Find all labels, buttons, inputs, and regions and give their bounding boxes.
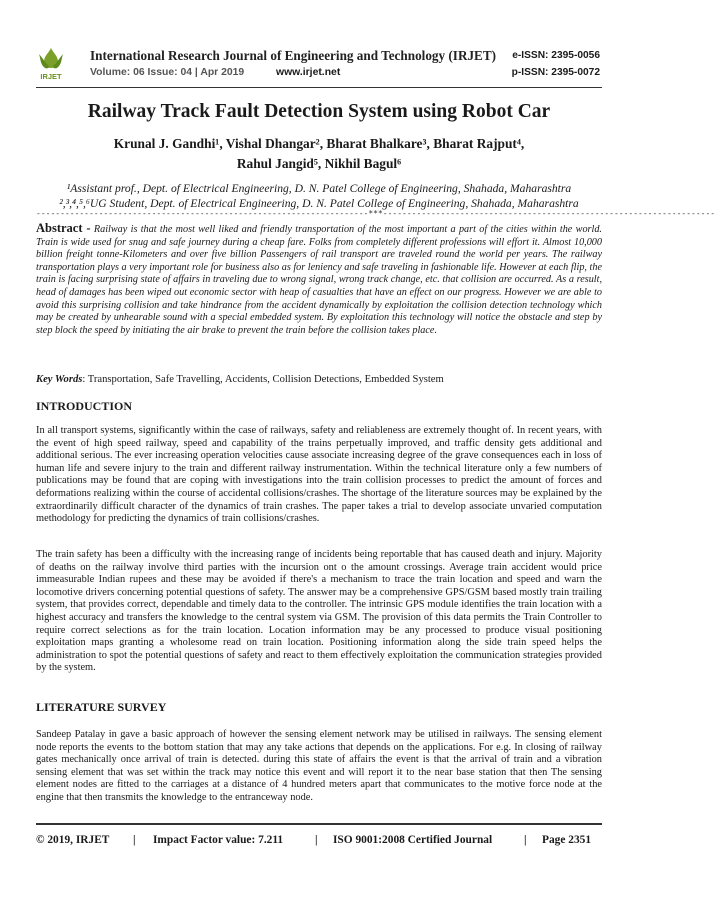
authors-line-2: Rahul Jangid⁵, Nikhil Bagul⁶ <box>236 156 402 171</box>
p-issn: p-ISSN: 2395-0072 <box>511 67 600 78</box>
e-issn: e-ISSN: 2395-0056 <box>512 50 600 61</box>
abstract-label: Abstract - <box>36 221 91 235</box>
keywords <box>36 374 602 385</box>
introduction-paragraph-1: In all transport systems, significantly within the case of railways, safety and reliableness are extremely thought of. In recent years, with the event of high speed railway, speed and capability of the trains perpetually improved, and traffic density gets additional and additional serious. The ever increasing operation velocities cause associate increasing degree of the grave consequences each in loss of human life and severe injury to the train and different railway instrumentation. Within the technical literature only a few numbers of publications may be found that are coping with investigations into the train collision processes to predict the amount of forces and deformations realizing within the course of accidental collisions/crashes. The shortage of the literature sources may be explained by the extraordinarily difficult character of the dynamics of train crashes. The paper takes a trial to develop associate unvaried computation methodology for predicting the dynamics of train collisions/crashes. <box>36 425 602 525</box>
keywords-label: Key Words <box>36 374 83 385</box>
footer-divider <box>36 823 602 825</box>
irjet-logo-icon <box>36 46 66 82</box>
footer-separator: | <box>524 834 527 846</box>
authors-line-1: Krunal J. Gandhi¹, Vishal Dhangar², Bharat Bhalkare³, Bharat Rajput⁴, <box>113 136 525 151</box>
affiliations <box>36 181 602 211</box>
footer-copyright: © 2019, IRJET <box>36 834 110 846</box>
footer-impact-factor: Impact Factor value: 7.211 <box>153 834 284 846</box>
literature-survey-paragraph: Sandeep Patalay in gave a basic approach of however the sensing element network may be utilised in railways. The sensing element node reports the events to the bottom station that may any take actions that depends on the applications. For e.g. In closing of railway gates mechanically once arrival of train is detected. during this state of affairs the event is that the arrival of train and a vibration sensing element that was set within the track may notice this event and will report it to the near base station that then The sensing element nodes are fitted to the carriages at a distance of 4 hundred meters apart that communicates to the motive force node at the engine that then transmits the knowledge to the entranceway node. <box>36 729 602 803</box>
introduction-heading: INTRODUCTION <box>36 399 133 413</box>
paper-title: Railway Track Fault Detection System using Robot Car <box>87 101 551 122</box>
affiliation-line-1: ¹Assistant prof., Dept. of Electrical Engineering, D. N. Patel College of Engineering, Shahada, Maharashtra <box>66 182 572 195</box>
abstract <box>36 222 602 337</box>
journal-title: International Research Journal of Engineering and Technology (IRJET) <box>90 48 497 63</box>
separator-line: ---------------------------------------------------------------------***--------------------------------------------------------------------- <box>36 209 715 218</box>
introduction-paragraph-2: The train safety has been a difficulty with the increasing range of incidents being reportable that has caused death and injury. Majority of deaths on the railway involve third parties with the incursion ont o the amount crossings. Average train accident would price immeasurable Indian rupees and these may be avoided if there's a mechanism to trace the train location and speed and warn the locomotive drivers concerning potential questions of safety. The answer may be a comprehensive GPS/GSM based mostly train trailing system, that provides correct, dependable and timely data to the controller. The intrinsic GPS module identifies the train location with a highest accuracy and transfers the knowledge to the central system via GSM. The provision of this data permits the Train Controller to require correct selections as for the train location. Location information may be any processed to produce visual positioning exploitation maps granting a wholesome read on train location. Positioning information along the side train speed helps the administration to spot the potential questions of safety and react to them effectively exploitation the communication strategies provided by the system. <box>36 549 602 674</box>
footer-page-number: Page 2351 <box>542 834 592 846</box>
affiliation-line-2: ²,³,⁴,⁵,⁶UG Student, Dept. of Electrical Engineering, D. N. Patel College of Engineering, Shahada, Maharashtra <box>59 197 579 210</box>
footer-iso: ISO 9001:2008 Certified Journal <box>333 834 493 846</box>
literature-survey-heading: LITERATURE SURVEY <box>36 700 167 714</box>
abstract-text: Railway is that the most well liked and friendly transportation of the most important a part of the cities within the world. Train is wide used for snug and safe journey during a cheap fare. Folks from completely different professions will effort it. Almost 10,000 billion freight tonne-Kilometers and over five billion Passengers of rail transport are traveled round the world per years. The railway transportation plays a very important role for business also as for leniency and safe traveling in fashionable life. However at each flip, the train is facing surprising state of affairs in traveling due to wrong signal, wrong track change, etc. that collision are occurred. As a result, head of damages has been wiped out economic sector with heap of casualties that have an effect on our progress. However we are able to avoid this surprising collision and take hindrance from the accident dynamically by exploitation the collision detection technology which may be created by unhearable sound with a special embedded system. By exploitation this technology will notice the obstacle and step by step block the speed by initiating the air brake to prevent the train before the collision takes place. <box>36 224 602 336</box>
header-divider <box>36 87 602 88</box>
journal-website[interactable]: www.irjet.net <box>276 67 341 78</box>
footer-separator: | <box>133 834 136 846</box>
keywords-text: : Transportation, Safe Travelling, Accidents, Collision Detections, Embedded System <box>82 374 444 385</box>
footer-separator: | <box>315 834 318 846</box>
volume-issue: Volume: 06 Issue: 04 | Apr 2019 <box>90 67 245 78</box>
logo-text: IRJET <box>40 72 62 81</box>
authors <box>36 134 602 174</box>
journal-header <box>36 44 602 84</box>
